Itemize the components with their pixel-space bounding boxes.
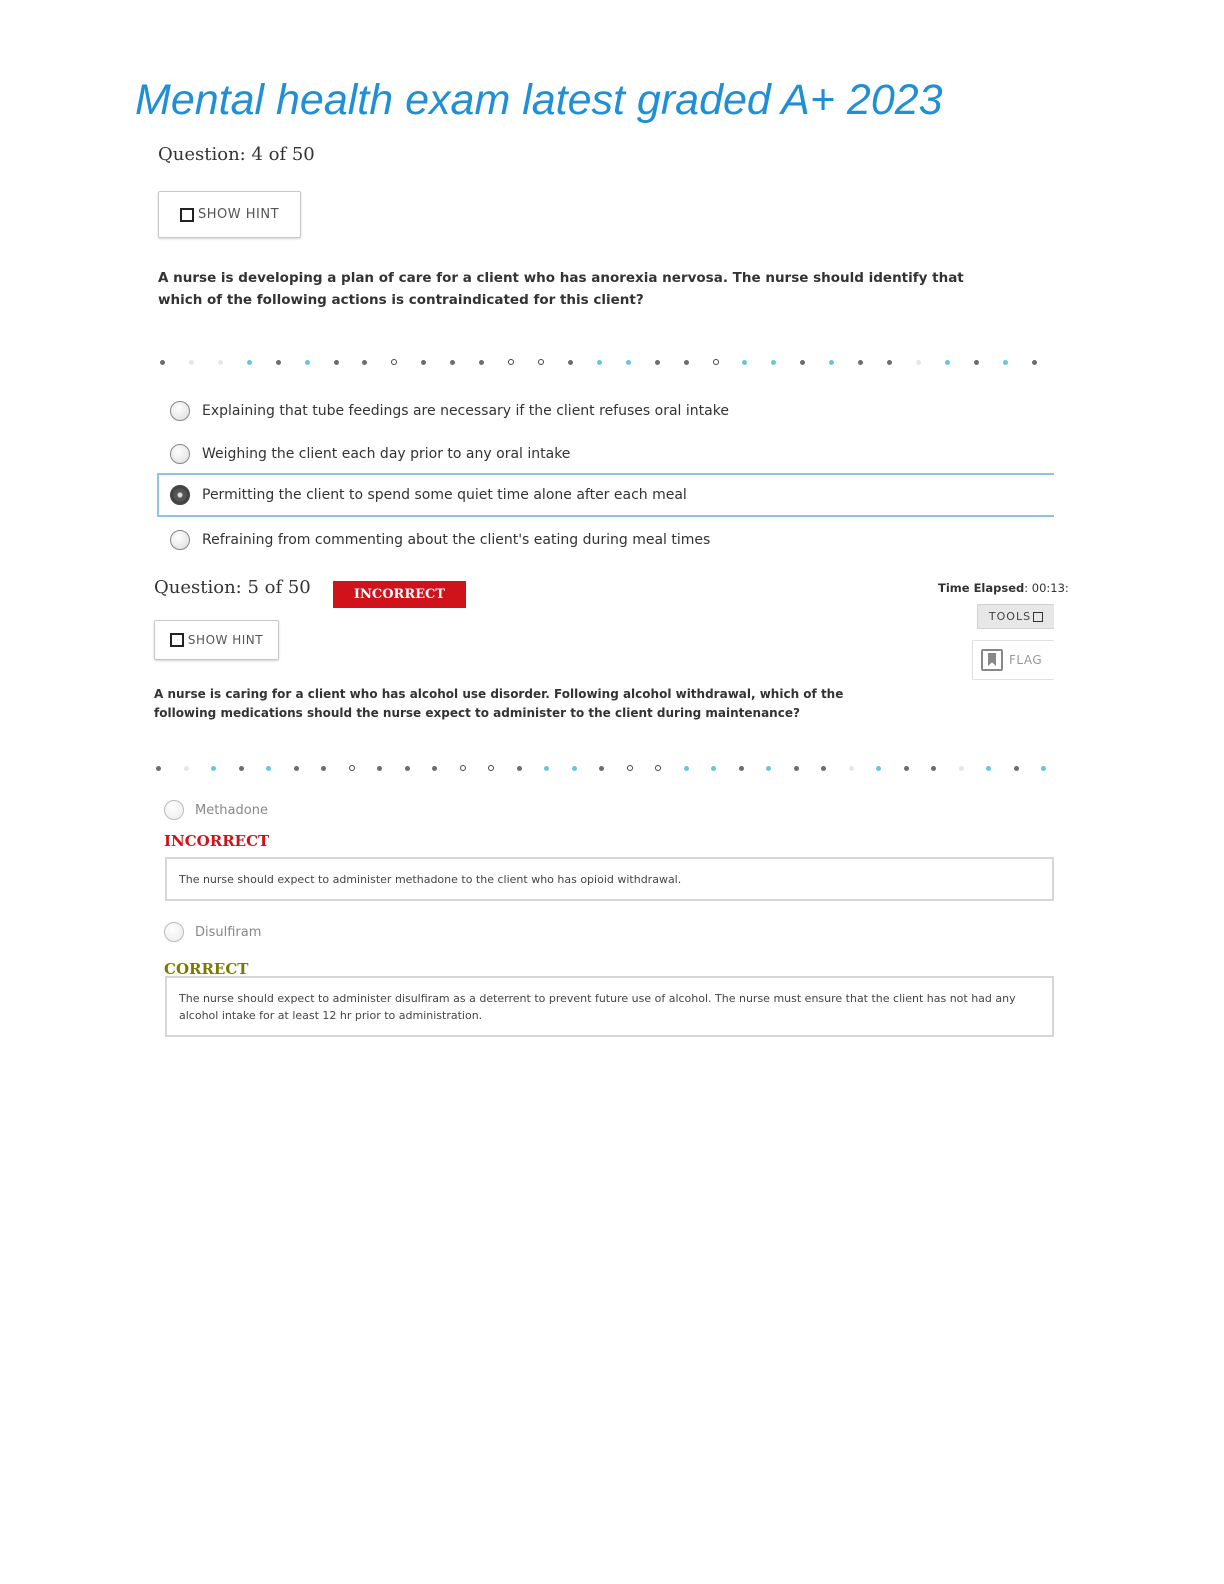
feedback-box xyxy=(165,857,1054,901)
q4-option-4[interactable] xyxy=(170,529,710,551)
question-4-label: Question: 4 of 50 xyxy=(158,144,315,165)
progress-dot xyxy=(887,360,892,365)
progress-dot xyxy=(432,766,437,771)
show-hint-button-q4[interactable] xyxy=(158,191,301,238)
feedback-label-incorrect: INCORRECT xyxy=(164,832,270,850)
option-label: Explaining that tube feedings are necessary if the client refuses oral intake xyxy=(202,403,729,419)
progress-dot xyxy=(1041,766,1046,771)
q4-option-1[interactable] xyxy=(170,400,729,422)
flag-button[interactable] xyxy=(972,640,1054,680)
progress-dot xyxy=(1014,766,1019,771)
progress-dot xyxy=(794,766,799,771)
progress-dot xyxy=(931,766,936,771)
progress-dot xyxy=(160,360,165,365)
q5-option-2[interactable] xyxy=(164,922,261,942)
progress-dot xyxy=(766,766,771,771)
progress-dot xyxy=(184,766,189,771)
progress-dot xyxy=(655,765,661,771)
show-hint-button-q5[interactable] xyxy=(154,620,279,660)
progress-dot xyxy=(904,766,909,771)
progress-dot xyxy=(156,766,161,771)
option-label: Disulfiram xyxy=(195,924,262,940)
question-5-label: Question: 5 of 50 xyxy=(154,577,311,598)
feedback-label-correct: CORRECT xyxy=(164,960,249,978)
progress-dot xyxy=(597,360,602,365)
progress-dot xyxy=(974,360,979,365)
progress-dot xyxy=(517,766,522,771)
option-label: Methadone xyxy=(195,802,268,818)
progress-dot xyxy=(655,360,660,365)
square-icon xyxy=(1033,612,1043,622)
progress-dot xyxy=(713,359,719,365)
progress-dot xyxy=(189,360,194,365)
progress-dot xyxy=(599,766,604,771)
progress-dot xyxy=(488,765,494,771)
q5-option-1[interactable] xyxy=(164,800,268,820)
progress-dot xyxy=(1032,360,1037,365)
progress-dot xyxy=(959,766,964,771)
radio-button[interactable] xyxy=(164,922,184,942)
question-5-text: A nurse is caring for a client who has alcohol use disorder. Following alcohol withdrawal, which of the following medications should the nurse expect to administer to the client during maintenance? xyxy=(154,687,844,720)
option-label: Permitting the client to spend some quiet time alone after each meal xyxy=(202,487,687,503)
progress-dot xyxy=(391,359,397,365)
progress-dots-q5 xyxy=(156,765,1046,771)
progress-dot xyxy=(544,766,549,771)
progress-dot xyxy=(626,360,631,365)
progress-dot xyxy=(266,766,271,771)
progress-dot xyxy=(858,360,863,365)
progress-dot xyxy=(1003,360,1008,365)
progress-dot xyxy=(916,360,921,365)
progress-dot xyxy=(405,766,410,771)
progress-dot xyxy=(247,360,252,365)
progress-dot xyxy=(627,765,633,771)
q4-option-2[interactable] xyxy=(170,443,570,465)
checkbox-icon xyxy=(170,633,184,647)
progress-dot xyxy=(421,360,426,365)
option-label: Weighing the client each day prior to any oral intake xyxy=(202,446,571,462)
feedback-text: The nurse should expect to administer disulfiram as a deterrent to prevent future use of alcohol. The nurse must ensure that the client has not had any alcohol intake for at least 12 hr prior to administration. xyxy=(179,991,1016,1022)
progress-dot xyxy=(305,360,310,365)
progress-dot xyxy=(276,360,281,365)
time-elapsed-value: : 00:13: xyxy=(1024,581,1069,595)
radio-button-selected[interactable] xyxy=(170,485,190,505)
progress-dot xyxy=(321,766,326,771)
progress-dot xyxy=(239,766,244,771)
radio-button[interactable] xyxy=(164,800,184,820)
progress-dot xyxy=(711,766,716,771)
progress-dot xyxy=(572,766,577,771)
radio-button[interactable] xyxy=(170,530,190,550)
bookmark-icon xyxy=(981,649,1003,671)
progress-dots-q4 xyxy=(160,359,1037,365)
checkbox-icon xyxy=(180,208,194,222)
feedback-box xyxy=(165,976,1054,1037)
tools-label: TOOLS xyxy=(988,610,1032,623)
progress-dot xyxy=(849,766,854,771)
progress-dot xyxy=(377,766,382,771)
progress-dot xyxy=(742,360,747,365)
radio-button[interactable] xyxy=(170,401,190,421)
tools-button[interactable] xyxy=(977,604,1054,629)
time-elapsed xyxy=(938,581,1069,595)
progress-dot xyxy=(349,765,355,771)
show-hint-label: SHOW HINT xyxy=(197,207,280,222)
progress-dot xyxy=(568,360,573,365)
q4-option-3-selected[interactable] xyxy=(157,473,1054,517)
progress-dot xyxy=(986,766,991,771)
option-label: Refraining from commenting about the client's eating during meal times xyxy=(202,532,711,548)
progress-dot xyxy=(362,360,367,365)
progress-dot xyxy=(460,765,466,771)
progress-dot xyxy=(876,766,881,771)
flag-label: FLAG xyxy=(1009,653,1043,667)
progress-dot xyxy=(479,360,484,365)
progress-dot xyxy=(508,359,514,365)
feedback-text: The nurse should expect to administer methadone to the client who has opioid withdrawal. xyxy=(179,872,682,886)
incorrect-badge: INCORRECT xyxy=(333,581,466,608)
progress-dot xyxy=(829,360,834,365)
progress-dot xyxy=(684,360,689,365)
progress-dot xyxy=(771,360,776,365)
progress-dot xyxy=(684,766,689,771)
progress-dot xyxy=(211,766,216,771)
time-elapsed-label: Time Elapsed xyxy=(938,581,1025,595)
progress-dot xyxy=(450,360,455,365)
document-title: Mental health exam latest graded A+ 2023 xyxy=(135,76,943,124)
show-hint-label: SHOW HINT xyxy=(187,633,264,647)
progress-dot xyxy=(821,766,826,771)
radio-button[interactable] xyxy=(170,444,190,464)
progress-dot xyxy=(334,360,339,365)
progress-dot xyxy=(739,766,744,771)
progress-dot xyxy=(218,360,223,365)
question-4-text: A nurse is developing a plan of care for a client who has anorexia nervosa. The nurse should identify that which of the following actions is contraindicated for this client? xyxy=(158,270,964,308)
progress-dot xyxy=(800,360,805,365)
progress-dot xyxy=(538,359,544,365)
progress-dot xyxy=(294,766,299,771)
progress-dot xyxy=(945,360,950,365)
